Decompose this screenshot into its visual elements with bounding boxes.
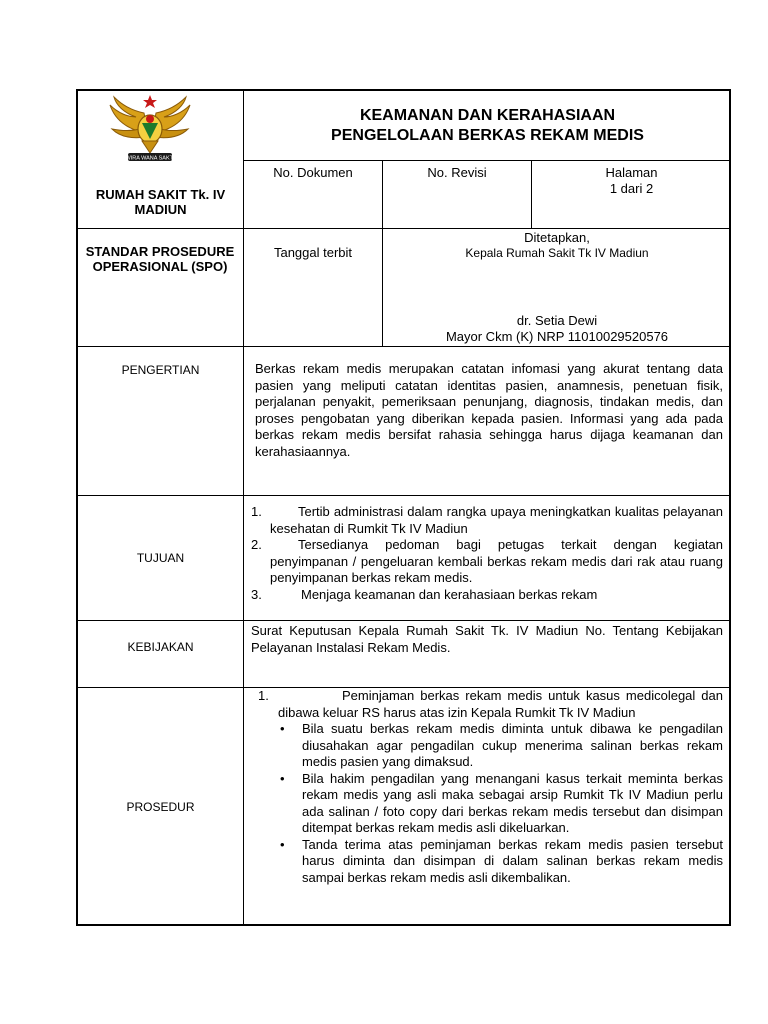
divider xyxy=(243,160,731,161)
bullet-icon: • xyxy=(280,836,285,852)
section-label-pengertian: PENGERTIAN xyxy=(121,363,200,377)
pengertian-text: Berkas rekam medis merupakan catatan infomasi yang akurat tentang data pasien yang meliputi catatan identitas pasien, anamnesis, penetuan fisik, perjalanan penyakit, pemeriksaan penunjang, diagnosis, tindakan medis, dan proses pengobatan yang diberikan kepada pasien. Informasi yang ada pada berkas rekam medis bersifat rahasia sehingga harus dijaga keamanan dan kerahasiaannya. xyxy=(255,361,723,459)
kebijakan-text: Surat Keputusan Kepala Rumah Sakit Tk. IV Madiun No. Tentang Kebijakan Pelayanan Instalasi Rekam Medis. xyxy=(251,623,723,655)
bullet-icon: • xyxy=(280,770,285,786)
list-item xyxy=(280,836,723,887)
approver-title: Kepala Rumah Sakit Tk IV Madiun xyxy=(465,246,649,260)
list-item-text: Tanda terima atas peminjaman berkas rekam medis pasien tersebut harus diminta dan disimpan di dalam salinan berkas rekam medis sampai berkas rekam medis asli dikembalikan. xyxy=(302,836,723,885)
divider xyxy=(76,495,731,496)
list-item-text: Bila suatu berkas rekam medis diminta untuk dibawa ke pengadilan diusahakan agar pengadilan cukup menerima salinan berkas rekam medis pasien yang dimaksud. xyxy=(302,721,723,769)
revision-number-label: No. Revisi xyxy=(427,165,487,180)
page-value: 1 dari 2 xyxy=(609,181,654,196)
list-item-text: Tersedianya pedoman bagi petugas terkait dengan kegiatan penyimpanan / pengeluaran kembali berkas rekam medis dari rak atau ruang penyimpanan berkas rekam medis. xyxy=(270,537,723,585)
list-item-text: Tertib administrasi dalam rangka upaya meningkatkan kualitas pelayanan kesehatan di Rumkit Tk IV Madiun xyxy=(270,504,723,536)
divider xyxy=(76,346,731,347)
document-number-label: No. Dokumen xyxy=(273,165,353,180)
list-number: 1. xyxy=(251,504,262,519)
list-item xyxy=(251,537,723,587)
section-label-prosedur: PROSEDUR xyxy=(126,800,195,814)
list-number: 1. xyxy=(258,688,269,703)
prosedur-bullets xyxy=(258,721,723,886)
section-label-kebijakan: KEBIJAKAN xyxy=(127,640,194,654)
list-number: 3. xyxy=(251,586,262,602)
list-item xyxy=(280,770,723,837)
logo-motto: WIRA WANA SAKTI xyxy=(125,155,175,162)
hospital-name: RUMAH SAKIT Tk. IV MADIUN xyxy=(95,187,226,217)
divider xyxy=(76,228,731,229)
issue-date-label: Tanggal terbit xyxy=(273,245,353,260)
bullet-icon: • xyxy=(280,721,285,736)
prosedur-content xyxy=(258,688,723,886)
list-item xyxy=(258,688,723,721)
list-item xyxy=(251,587,723,604)
tujuan-list xyxy=(251,504,723,603)
emblem-logo-icon xyxy=(102,93,198,165)
approval-label: Ditetapkan, xyxy=(524,230,590,245)
document-title-line2: PENGELOLAAN BERKAS REKAM MEDIS xyxy=(331,127,644,144)
list-item xyxy=(280,721,723,771)
approver-rank: Mayor Ckm (K) NRP 11010029520576 xyxy=(445,329,669,344)
divider xyxy=(243,89,244,926)
list-item-text: Bila hakim pengadilan yang menangani kasus terkait meminta berkas rekam medis yang asli maka sebagai arsip Rumkit Tk IV Madiun perlu ada salinan / foto copy dari berkas rekam medis tersebut dan disimpan ditempat berkas rekam medis asli dikeluarkan. xyxy=(302,770,723,835)
spo-label: STANDAR PROSEDURE OPERASIONAL (SPO) xyxy=(85,244,235,274)
document-title-line1: KEAMANAN DAN KERAHASIAAN xyxy=(359,107,616,124)
list-item-text: Peminjaman berkas rekam medis untuk kasus medicolegal dan dibawa keluar RS harus atas izin Kepala Rumkit Tk IV Madiun xyxy=(278,688,723,720)
approver-name: dr. Setia Dewi xyxy=(516,313,598,328)
divider xyxy=(76,620,731,621)
section-label-tujuan: TUJUAN xyxy=(136,551,185,565)
list-item xyxy=(251,504,723,537)
list-item-text: Menjaga keamanan dan kerahasiaan berkas rekam xyxy=(301,586,598,602)
page-label: Halaman xyxy=(605,165,658,180)
list-number: 2. xyxy=(251,537,262,552)
